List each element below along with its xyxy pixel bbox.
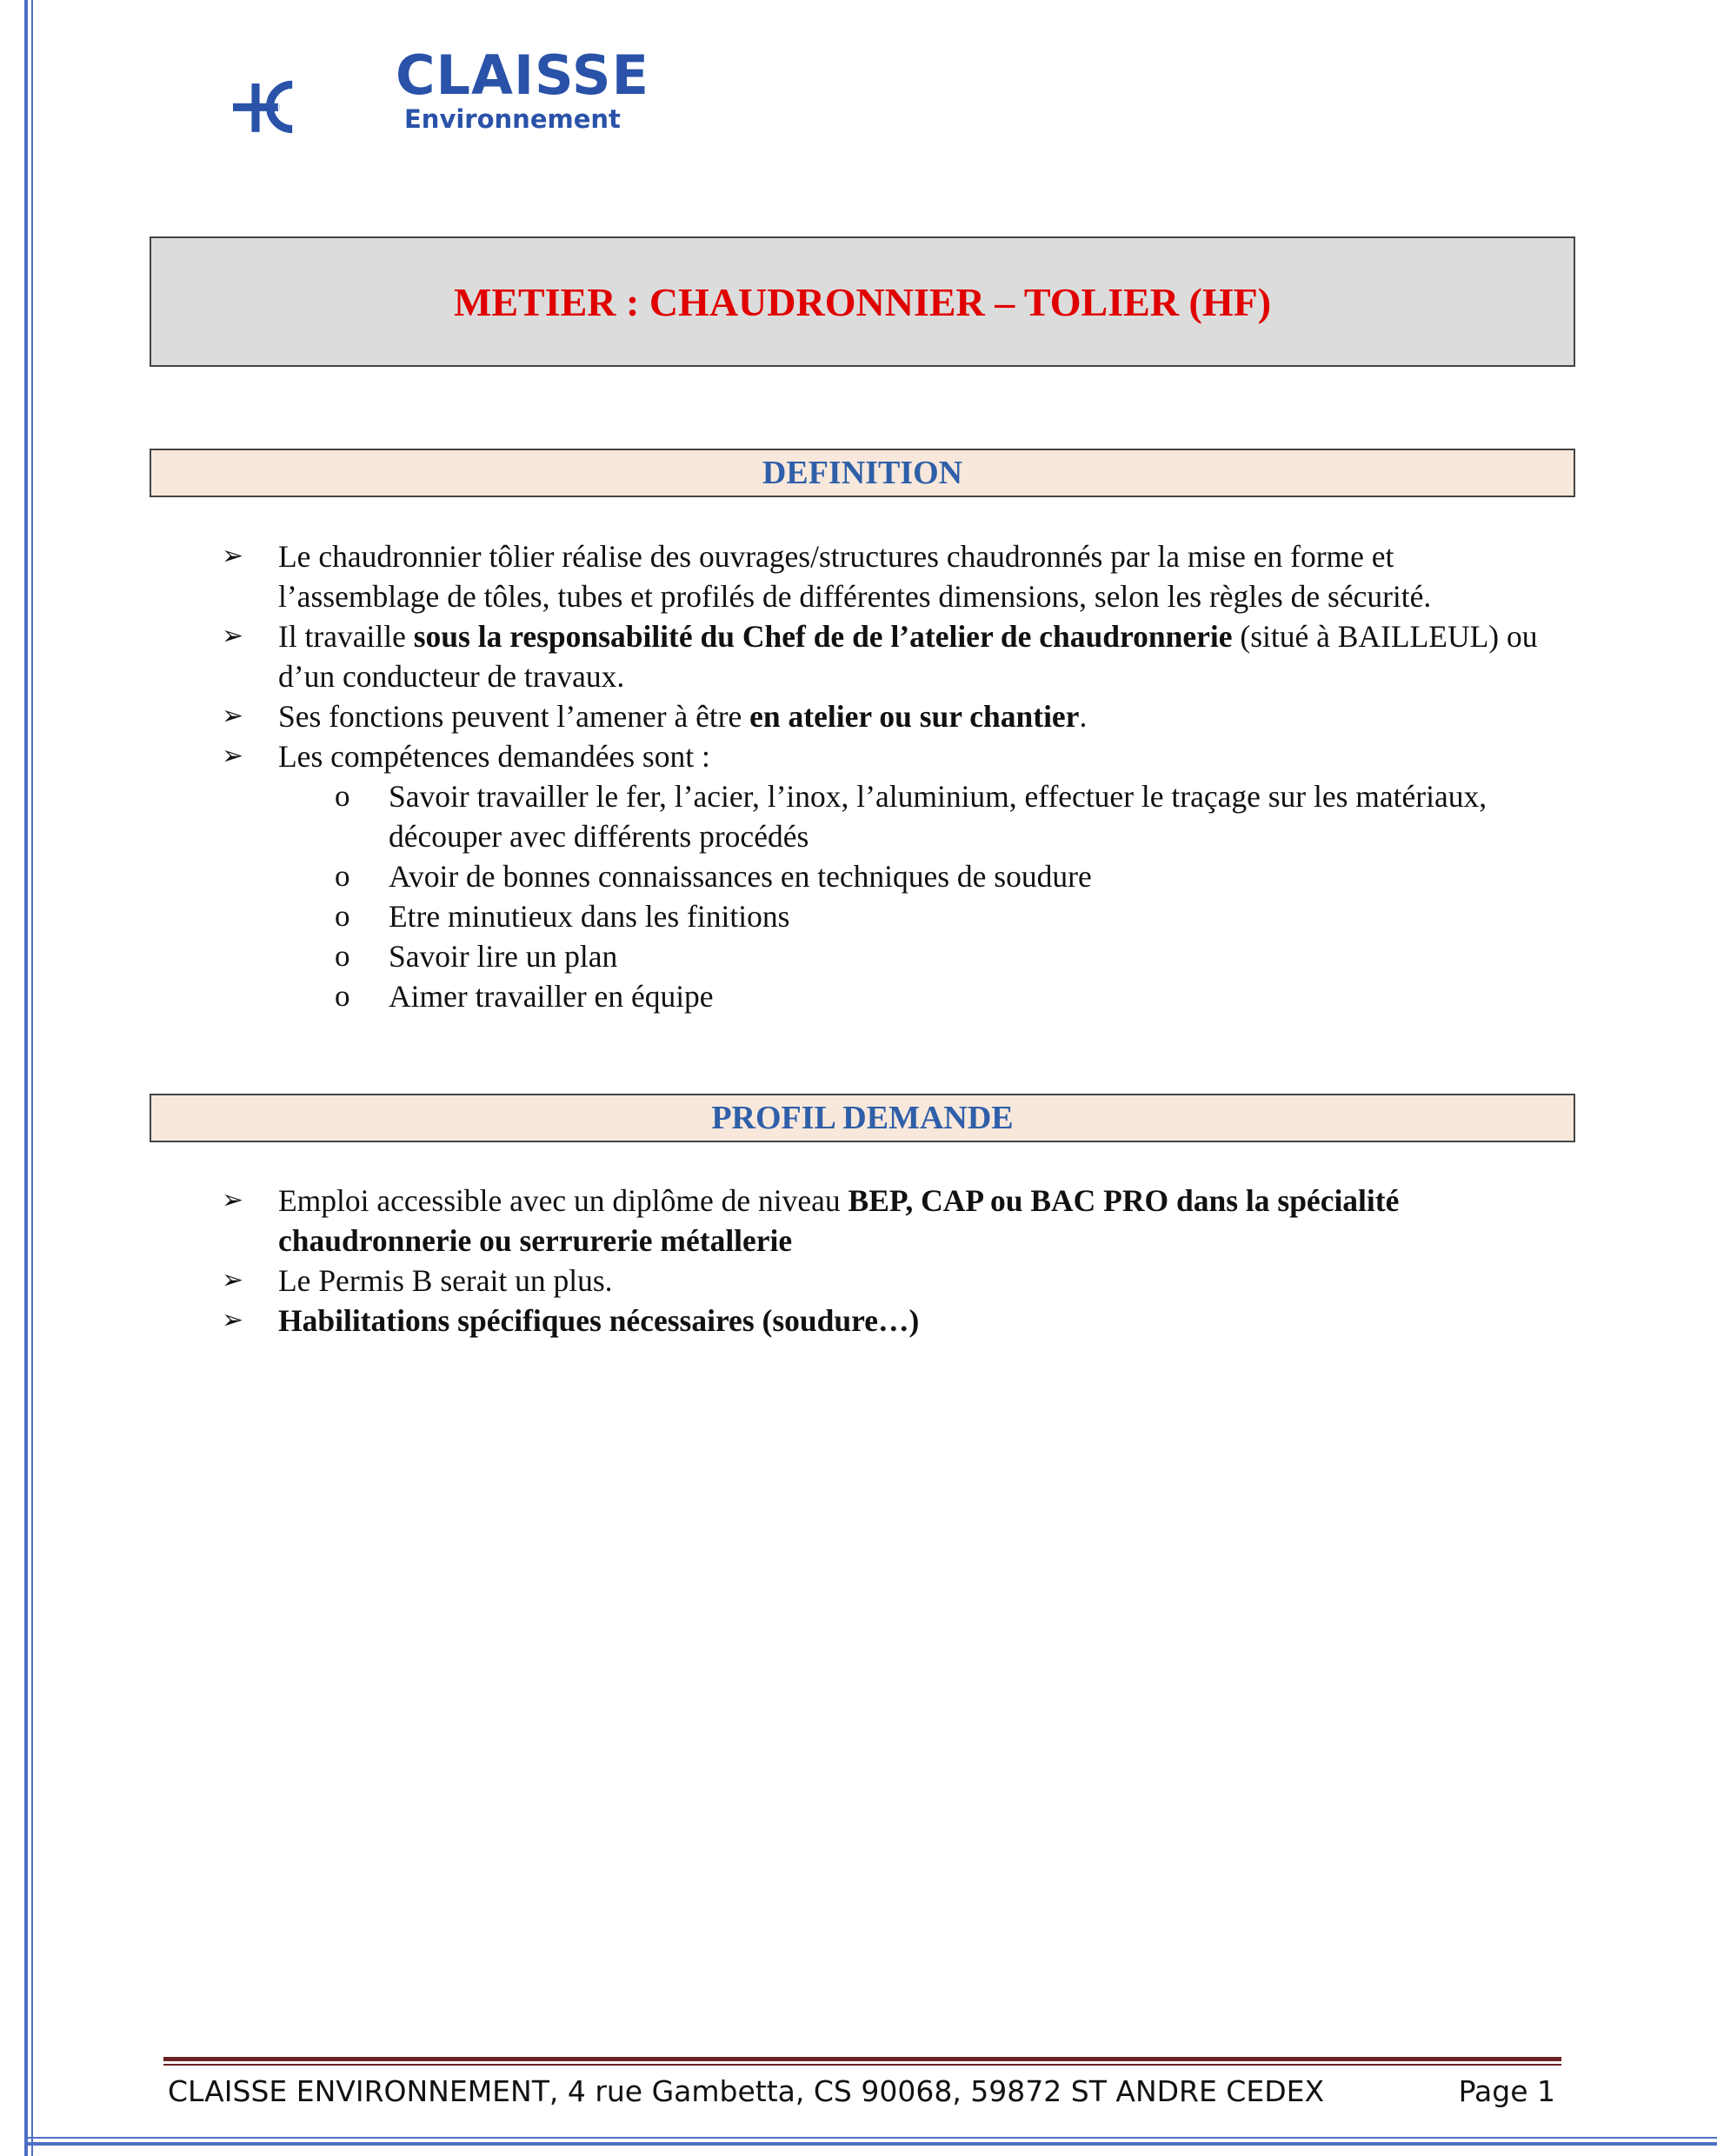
sub-list-item: o Savoir lire un plan [222,936,1561,976]
list-item: ➢ Le chaudronnier tôlier réalise des ouvrages/structures chaudronnés par la mise en forme et l’assemblage de tôles, tubes et profilés de différentes dimensions, selon les règles de sécurité. [222,536,1561,616]
page-number: Page 1 [1458,2074,1555,2108]
arrow-bullet-icon: ➢ [222,621,244,651]
page-title: METIER : CHAUDRONNIER – TOLIER (HF) [453,279,1272,324]
sub-list-item: o Aimer travailler en équipe [222,976,1561,1016]
definition-header [150,449,1575,497]
sub-list-item: o Savoir travailler le fer, l’acier, l’inox, l’aluminium, effectuer le traçage sur les matériaux, découper avec différents procédés [222,776,1561,856]
list-item: ➢ Ses fonctions peuvent l’amener à être en atelier ou sur chantier. [222,696,1561,736]
list-item: ➢ Il travaille sous la responsabilité du Chef de de l’atelier de chaudronnerie (situé à BAILLEUL) ou d’un conducteur de travaux. [222,616,1561,696]
profil-header [150,1094,1575,1142]
circle-bullet-icon: o [335,779,350,813]
title-box [150,236,1575,367]
footer-address: CLAISSE ENVIRONNEMENT, 4 rue Gambetta, CS 90068, 59872 ST ANDRE CEDEX [168,2074,1325,2108]
arrow-bullet-icon: ➢ [222,541,244,571]
definition-heading: DEFINITION [762,455,963,491]
list-item: ➢ Les compétences demandées sont : [222,736,1561,776]
list-item: ➢ Emploi accessible avec un diplôme de niveau BEP, CAP ou BAC PRO dans la spécialité chaudronnerie ou serrurerie métallerie [222,1181,1561,1261]
list-item: ➢ Habilitations spécifiques nécessaires (soudure…) [222,1301,1561,1341]
arrow-bullet-icon: ➢ [222,701,244,731]
arrow-bullet-icon: ➢ [222,1305,244,1335]
arrow-bullet-icon: ➢ [222,741,244,771]
arrow-bullet-icon: ➢ [222,1185,244,1215]
circle-bullet-icon: o [335,859,350,893]
sub-list-item: o Etre minutieux dans les finitions [222,896,1561,936]
definition-list [222,536,1561,1016]
logo-name: CLAISSE [396,43,649,107]
profil-heading: PROFIL DEMANDE [711,1100,1014,1136]
circle-bullet-icon: o [335,939,350,973]
footer-rule [163,2057,1561,2066]
list-item: ➢ Le Permis B serait un plus. [222,1261,1561,1301]
page-border-bottom [24,2137,1717,2146]
claisse-logo-icon [233,43,398,174]
page-border-left [24,0,33,2156]
circle-bullet-icon: o [335,979,350,1013]
logo-subtitle: Environnement [404,104,621,134]
profil-list [222,1181,1561,1341]
sub-list-item: o Avoir de bonnes connaissances en techniques de soudure [222,856,1561,896]
circle-bullet-icon: o [335,899,350,933]
arrow-bullet-icon: ➢ [222,1265,244,1295]
